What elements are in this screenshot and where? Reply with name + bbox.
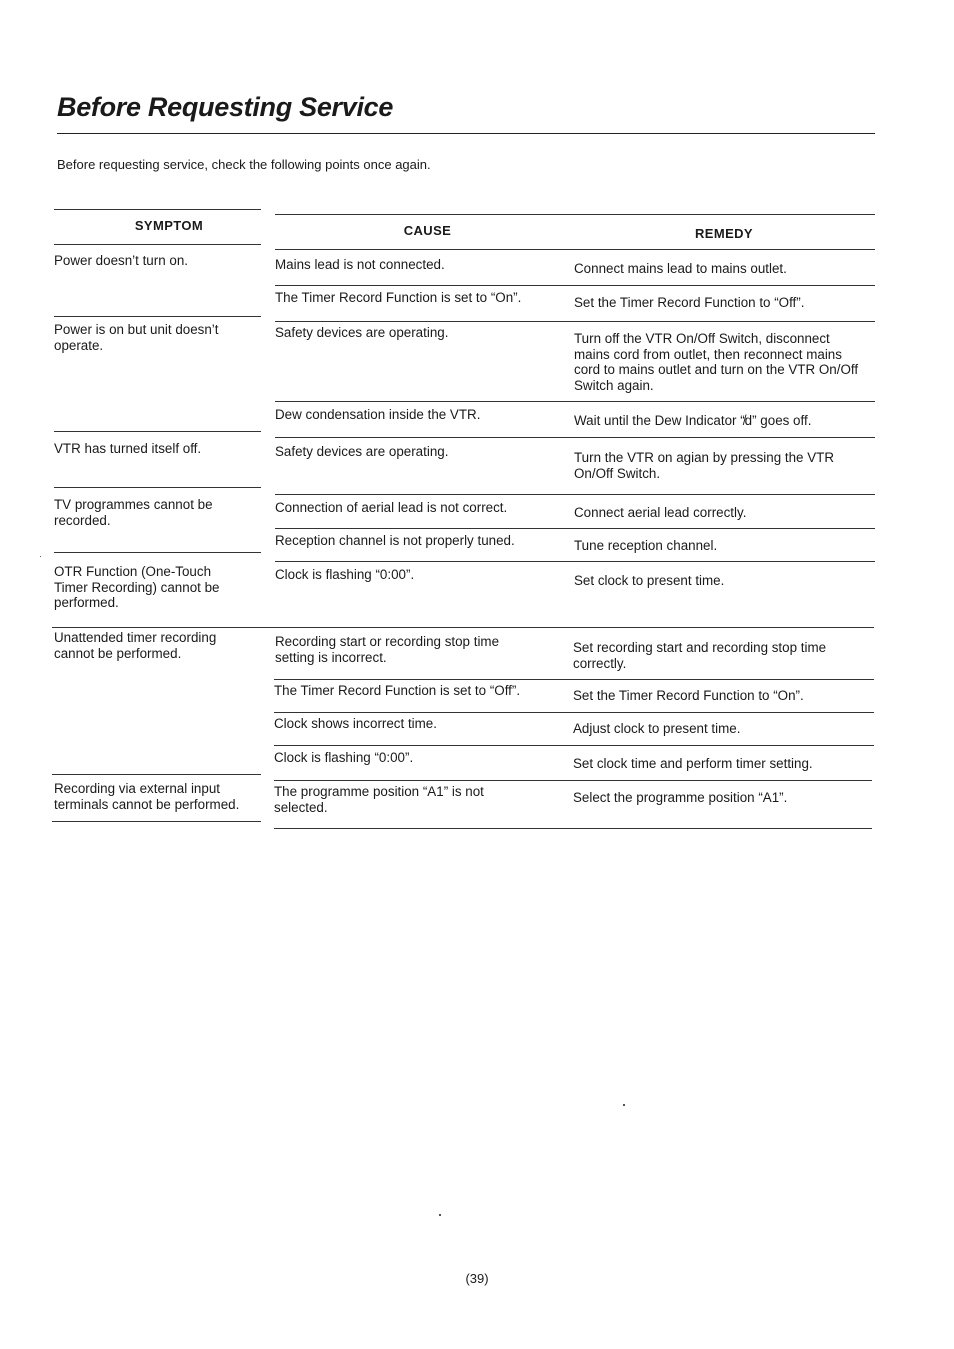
cause-cell: Clock shows incorrect time. <box>274 716 437 731</box>
remedy-cell: Connect aerial lead correctly. <box>574 505 747 520</box>
row-rule <box>274 679 874 680</box>
row-rule <box>275 321 875 322</box>
remedy-cell: Set clock to present time. <box>574 573 725 588</box>
cause-cell: Safety devices are operating. <box>275 325 449 340</box>
cause-cell: The Timer Record Function is set to “On”. <box>275 290 522 305</box>
page-number: (39) <box>465 1271 489 1286</box>
row-rule <box>54 552 261 553</box>
row-rule <box>275 285 875 286</box>
header-rule <box>275 249 875 250</box>
cause-cell: Connection of aerial lead is not correct. <box>275 500 508 515</box>
remedy-cell: Select the programme position “A1”. <box>573 790 788 805</box>
remedy-cell: Tune reception channel. <box>574 538 718 553</box>
scan-speck <box>439 1214 441 1216</box>
row-rule <box>54 487 261 488</box>
cause-cell: Recording start or recording stop time setting is incorrect. <box>275 634 500 665</box>
remedy-cell: Connect mains lead to mains outlet. <box>574 261 787 276</box>
row-rule <box>274 745 874 746</box>
header-cause: CAUSE <box>403 223 452 238</box>
remedy-cell: Turn off the VTR On/Off Switch, disconnect mains cord from outlet, then reconnect mains cord to mains outlet and turn on the VTR On/Off Switch again. <box>574 331 859 393</box>
row-rule <box>275 561 875 562</box>
row-rule <box>274 712 874 713</box>
cause-cell: Mains lead is not connected. <box>275 257 445 272</box>
intro-paragraph: Before requesting service, check the following points once again. <box>57 157 431 172</box>
symptom-cell: Unattended timer recording cannot be performed. <box>54 630 217 661</box>
remedy-cell: Adjust clock to present time. <box>573 721 741 736</box>
symptom-cell: VTR has turned itself off. <box>54 441 202 456</box>
table-top-rule <box>54 209 261 210</box>
cause-cell: Dew condensation inside the VTR. <box>275 407 481 422</box>
row-rule <box>275 494 875 495</box>
cause-cell: Clock is flashing “0:00”. <box>274 750 414 765</box>
header-remedy: REMEDY <box>694 226 754 241</box>
remedy-cell: Turn the VTR on agian by pressing the VTR On/Off Switch. <box>574 450 835 481</box>
header-symptom: SYMPTOM <box>134 218 204 233</box>
scan-speck <box>40 556 41 557</box>
scan-speck <box>623 1104 625 1106</box>
table-top-rule <box>275 214 875 215</box>
title-underline <box>57 133 875 134</box>
row-rule <box>54 431 261 432</box>
row-rule <box>54 316 261 317</box>
remedy-cell: Set the Timer Record Function to “On”. <box>573 688 804 703</box>
remedy-cell: Set the Timer Record Function to “Off”. <box>574 295 805 310</box>
cause-cell: The Timer Record Function is set to “Off”. <box>274 683 521 698</box>
cause-cell: Reception channel is not properly tuned. <box>275 533 515 548</box>
symptom-cell: Recording via external input terminals cannot be performed. <box>54 781 240 812</box>
page-title: Before Requesting Service <box>57 92 394 122</box>
symptom-cell: OTR Function (One-Touch Timer Recording) cannot be performed. <box>54 564 220 610</box>
symptom-cell: TV programmes cannot be recorded. <box>54 497 213 528</box>
table-bottom-rule <box>52 821 261 822</box>
row-rule <box>275 528 875 529</box>
cause-cell: Safety devices are operating. <box>275 444 449 459</box>
cause-cell: The programme position “A1” is not selected. <box>274 784 484 815</box>
remedy-cell: Set clock time and perform timer setting. <box>573 756 813 771</box>
header-rule <box>54 244 261 245</box>
row-rule <box>52 774 261 775</box>
cause-cell: Clock is flashing “0:00”. <box>275 567 415 582</box>
table-bottom-rule <box>274 828 872 829</box>
row-rule <box>52 627 874 628</box>
symptom-cell: Power is on but unit doesn’t operate. <box>54 322 219 353</box>
row-rule <box>275 437 875 438</box>
remedy-cell: Wait until the Dew Indicator “̸d” goes off. <box>574 413 812 428</box>
symptom-cell: Power doesn’t turn on. <box>54 253 188 268</box>
row-rule <box>274 780 872 781</box>
row-rule <box>275 401 875 402</box>
remedy-cell: Set recording start and recording stop time correctly. <box>573 640 827 671</box>
